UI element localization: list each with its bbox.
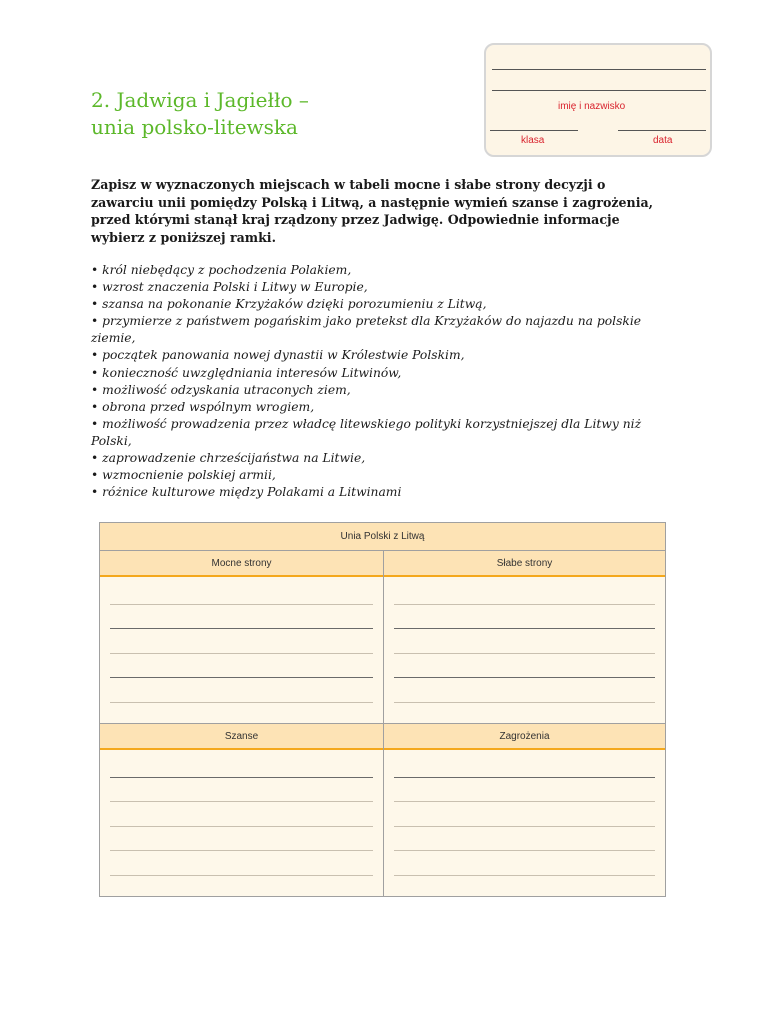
page-title — [91, 87, 309, 141]
name-label: imię i nazwisko — [558, 101, 626, 112]
strengths-cell[interactable] — [100, 577, 383, 723]
instruction-text: Zapisz w wyznaczonych miejscach w tabeli mocne i słabe strony decyzji o zawarciu unii pomiędzy Polską i Litwą, a następnie wymień szanse i zagrożenia, przed którymi stanął kraj rządzony przez Jadwigę. Odpowiednie informacje wybierz z poniższej ramki. — [91, 177, 654, 245]
list-item: • możliwość odzyskania utraconych ziem, — [91, 382, 351, 397]
union-table — [99, 522, 666, 897]
table-title: Unia Polski z Litwą — [100, 523, 665, 550]
list-item: • możliwość prowadzenia przez władcę litewskiego polityki korzystniejszej dla Litwy niż Polski, — [91, 416, 642, 448]
header-opportunities: Szanse — [100, 724, 383, 750]
list-item: • wzmocnienie polskiej armii, — [91, 468, 276, 483]
list-item: • początek panowania nowej dynastii w Królestwie Polskim, — [91, 348, 465, 363]
list-item: • król niebędący z pochodzenia Polakiem, — [91, 263, 352, 277]
list-item: • zaprowadzenie chrześcijaństwa na Litwie, — [91, 451, 366, 466]
column-divider — [383, 551, 384, 896]
date-line[interactable] — [618, 130, 706, 131]
name-line-1[interactable] — [492, 69, 706, 70]
name-line-2[interactable] — [492, 90, 706, 91]
weaknesses-cell[interactable] — [384, 577, 665, 723]
list-item: • przymierze z państwem pogańskim jako pretekst dla Krzyżaków do najazdu na polskie ziemie, — [91, 314, 642, 346]
list-item: • obrona przed wspólnym wrogiem, — [91, 399, 315, 414]
header-strengths: Mocne strony — [100, 551, 383, 577]
date-label: data — [653, 135, 673, 146]
opportunities-cell[interactable] — [100, 750, 383, 896]
title-line-2: unia polsko-litewska — [91, 115, 298, 139]
list-item: • różnice kulturowe między Polakami a Litwinami — [91, 485, 402, 500]
list-item: • konieczność uwzględniania interesów Litwinów, — [91, 365, 402, 380]
class-label: klasa — [521, 135, 545, 146]
bullet-list — [91, 262, 676, 501]
list-item: • szansa na pokonanie Krzyżaków dzięki porozumieniu z Litwą, — [91, 297, 487, 312]
header-threats: Zagrożenia — [384, 724, 665, 750]
student-info-box — [484, 43, 712, 157]
class-line[interactable] — [490, 130, 578, 131]
list-item: • wzrost znaczenia Polski i Litwy w Europie, — [91, 280, 368, 295]
title-line-1: 2. Jadwiga i Jagiełło – — [91, 88, 309, 112]
threats-cell[interactable] — [384, 750, 665, 896]
header-weaknesses: Słabe strony — [384, 551, 665, 577]
